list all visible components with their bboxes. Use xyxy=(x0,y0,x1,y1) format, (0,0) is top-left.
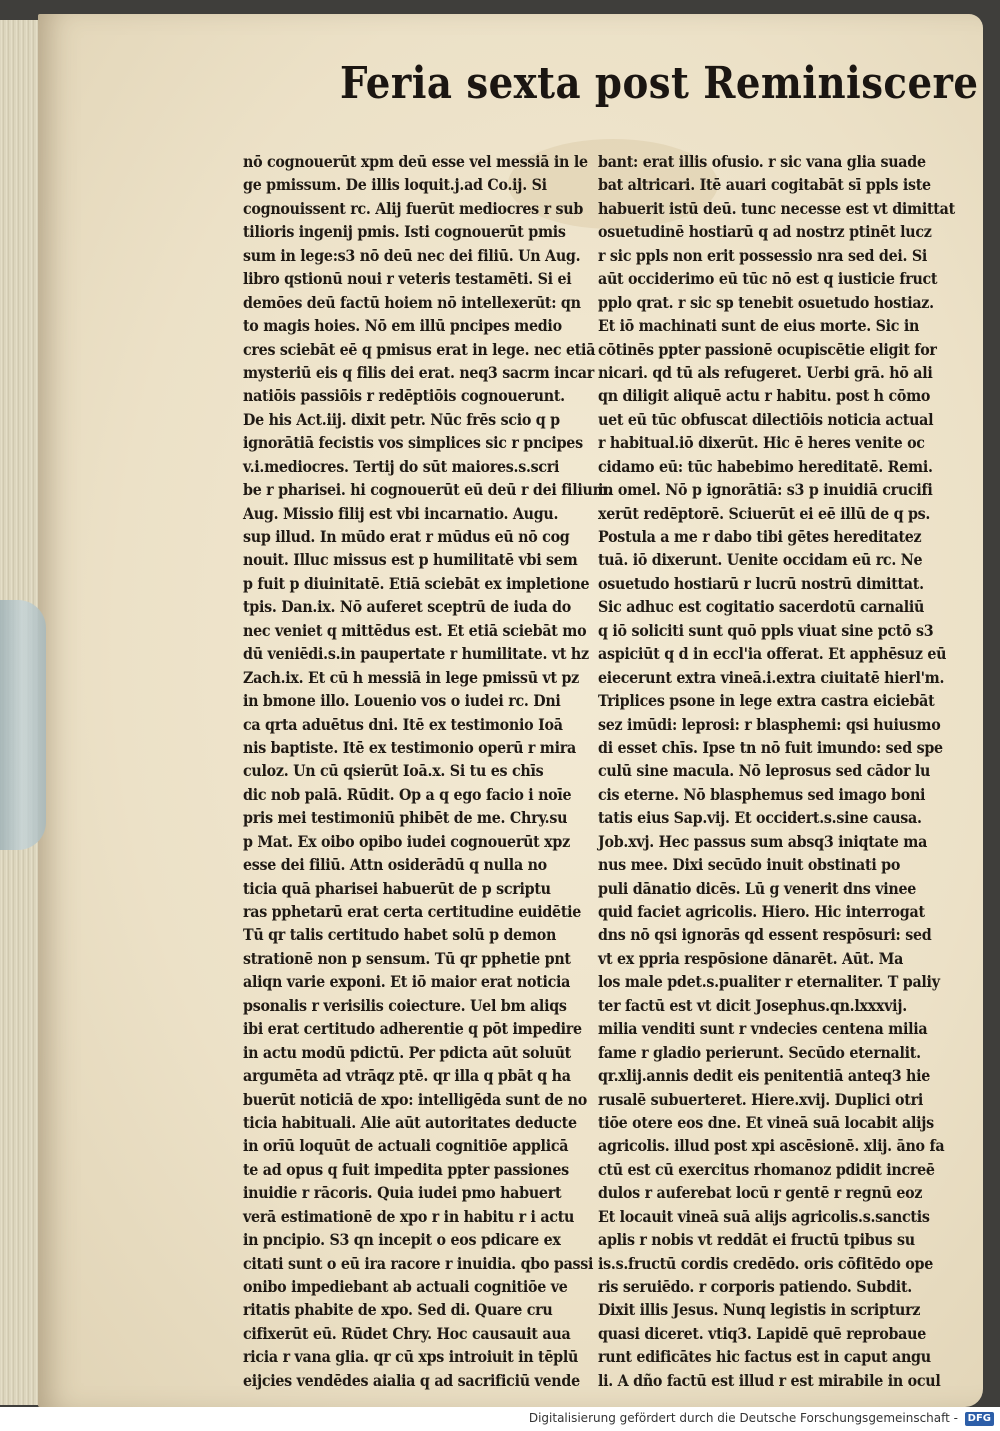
text-line: bant: erat illis ofusio. r sic vana glia suade xyxy=(598,152,926,171)
text-line: culoz. Un cū qsierūt Ioā.x. Si tu es chīs xyxy=(243,761,544,781)
text-line: osuetudinē hostiarū q ad nostrz ptinēt lucz xyxy=(598,222,932,242)
text-line: to magis hoies. Nō em illū pncipes medio xyxy=(243,316,562,336)
text-line: bat altricari. Itē auari cogitabāt sī ppls iste xyxy=(598,175,931,195)
text-line: buerūt noticiā de xpo: intelligēda sunt de no xyxy=(243,1089,587,1109)
text-line: xerūt redēptorē. Sciuerūt ei eē illū de q ps. xyxy=(598,503,931,523)
text-line: ge pmissum. De illis loquit.j.ad Co.ij. Si xyxy=(243,175,547,195)
text-line: dic nob palā. Rūdit. Op a q ego facio i noīe xyxy=(243,784,572,804)
text-line: ritatis phabite de xpo. Sed di. Quare cru xyxy=(243,1300,553,1320)
text-line: De his Act.iij. dixit petr. Nūc frēs scio q p xyxy=(243,409,560,429)
text-line: Zach.ix. Et cū h messiā in lege pmissū vt pz xyxy=(243,667,580,687)
text-line: cidamo eū: tūc habebimo hereditatē. Remi. xyxy=(598,456,933,476)
text-line: tiōe otere eos dne. Et vineā suā locabit alijs xyxy=(598,1112,934,1132)
text-line: aūt occiderimo eū tūc nō est q iusticie fruct xyxy=(598,269,938,289)
text-line: culū sine macula. Nō leprosus sed cādor lu xyxy=(598,761,931,781)
text-line: aspiciūt q d in eccl'ia offerat. Et apphēsuz eū xyxy=(598,644,947,664)
text-line: ibi erat certitudo adherentie q pōt impedire xyxy=(243,1019,582,1039)
text-line: nō cognouerūt xpm deū esse vel messiā in le xyxy=(243,152,588,171)
text-line: in bmone illo. Louenio vos o iudei rc. Dni xyxy=(243,691,561,711)
text-line: tilioris ingenij pmis. Isti cognouerūt pmis xyxy=(243,222,566,242)
text-line: Postula a me r dabo tibi gētes hereditatez xyxy=(598,527,922,546)
text-line: nec veniet q mittēdus est. Et etiā sciebāt mo xyxy=(243,620,587,640)
text-line: te ad opus q fuit impedita ppter passiones xyxy=(243,1159,569,1179)
text-line: quid faciet agricolis. Hiero. Hic interrogat xyxy=(598,902,925,921)
text-line: aliqn varie exponi. Et iō maior erat noticia xyxy=(243,972,571,992)
footer-bar xyxy=(0,1407,1000,1431)
text-line: di esset chīs. Ipse tn nō fuit imundo: sed spe xyxy=(598,737,943,757)
text-line: cres sciebāt eē q pmisus erat in lege. nec etiā xyxy=(243,339,596,359)
text-column-right xyxy=(598,150,955,1392)
text-line: osuetudo hostiarū r lucrū nostrū dimittat. xyxy=(598,573,924,593)
text-line: in actu modū pdictū. Per pdicta aūt soluūt xyxy=(243,1042,571,1062)
text-line: argumēta ad vtrāqz ptē. qr illa q pbāt q ha xyxy=(243,1066,571,1086)
running-title: Feria sexta post Reminiscere xyxy=(340,58,979,109)
text-line: Et locauit vineā suā alijs agricolis.s.sanctis xyxy=(598,1206,930,1226)
text-line: tatis eius Sap.vij. Et occidert.s.sine causa. xyxy=(598,808,922,828)
text-line: tpis. Dan.ix. Nō auferet sceptrū de iuda do xyxy=(243,597,571,617)
text-line: pris mei testimoniū phibēt de me. Chry.su xyxy=(243,808,568,828)
text-line: cognouissent rc. Alij fuerūt mediocres r sub xyxy=(243,198,584,218)
text-line: inuidie r rācoris. Quia iudei pmo habuert xyxy=(243,1183,562,1203)
text-line: pplo qrat. r sic sp tenebit osuetudo hostiaz. xyxy=(598,292,934,312)
text-line: ticia quā pharisei habuerūt de p scriptu xyxy=(243,878,551,898)
text-line: qr.xlij.annis dedit eis penitentiā anteq3 hie xyxy=(598,1066,931,1086)
text-line: be r pharisei. hi cognouerūt eū deū r dei filium. xyxy=(243,480,613,500)
text-line: esse dei filiū. Attn osiderādū q nulla no xyxy=(243,855,547,875)
text-line: in omel. Nō p ignorātiā: s3 p inuidiā crucifi xyxy=(598,480,933,500)
text-line: ricia r vana glia. qr cū xps introiuit in tēplū xyxy=(243,1347,579,1367)
text-line: Triplices psone in lege extra castra eiciebāt xyxy=(598,691,935,711)
text-line: Job.xvj. Hec passus sum absq3 iniqtate ma xyxy=(598,831,928,851)
text-line: Tū qr talis certitudo habet solū p demon xyxy=(243,925,557,945)
dfg-logo-icon: DFG xyxy=(965,1412,994,1426)
text-line: strationē non p sensum. Tū qr pphetie pnt xyxy=(243,948,571,968)
text-line: uet eū tūc obfuscat dilectiōis noticia actual xyxy=(598,409,934,429)
text-line: in orīū loquūt de actuali cognitiōe applicā xyxy=(243,1136,569,1156)
text-line: sup illud. In mūdo erat r mūdus eū nō cog xyxy=(243,527,570,546)
text-line: quasi diceret. vtiq3. Lapidē quē reprobaue xyxy=(598,1323,927,1343)
text-line: Aug. Missio filij est vbi incarnatio. Augu. xyxy=(243,503,559,523)
text-line: nus mee. Dixi secūdo inuit obstinati po xyxy=(598,855,901,875)
text-line: aplis r nobis vt reddāt ei fructū tpibus su xyxy=(598,1230,915,1250)
text-line: r habitual.iō dixerūt. Hic ē heres venite oc xyxy=(598,433,925,453)
text-line: q iō soliciti sunt quō ppls viuat sine pctō s3 xyxy=(598,620,934,640)
text-line: onibo impediebant ab actuali cognitiōe ve xyxy=(243,1277,568,1296)
text-line: cōtinēs ppter passionē ocupiscētie eligit for xyxy=(598,339,937,359)
text-line: mysteriū eis q filis dei erat. neq3 sacrm incar xyxy=(243,362,594,382)
text-line: nicari. qd tū als refugeret. Uerbi grā. hō ali xyxy=(598,362,933,382)
text-line: dns nō qsi ignorās qd essent respōsuri: sed xyxy=(598,925,932,945)
text-line: ticia habituali. Alie aūt autoritates deducte xyxy=(243,1112,577,1132)
text-line: ca qrta aduētus dni. Itē ex testimonio Ioā xyxy=(243,714,563,734)
text-line: dulos r auferebat locū r gentē r regnū eoz xyxy=(598,1183,923,1203)
text-line: Et iō machinati sunt de eius morte. Sic in xyxy=(598,316,920,336)
text-line: puli dānatio dicēs. Lū g venerit dns vinee xyxy=(598,878,917,898)
text-line: fame r gladio perierunt. Secūdo eternalit. xyxy=(598,1042,921,1062)
text-line: verā estimationē de xpo r in habitu r i actu xyxy=(243,1206,575,1226)
text-line: eijcies vendēdes aialia q ad sacrificiū vende xyxy=(243,1370,580,1390)
text-line: eiecerunt extra vineā.i.extra ciuitatē hierl'm. xyxy=(598,667,945,687)
text-line: demōes deū factū hoiem nō intellexerūt: qn xyxy=(243,292,581,312)
text-line: citati sunt o eū ira racore r inuidia. qbo passi xyxy=(243,1253,594,1273)
text-line: p Mat. Ex oibo opibo iudei cognouerūt xpz xyxy=(243,831,570,851)
text-line: rusalē subuerteret. Hiere.xvij. Duplici otri xyxy=(598,1089,923,1109)
text-line: runt edificātes hic factus est in caput angu xyxy=(598,1347,931,1367)
text-line: natiōis passiōis r redēptiōis cognouerunt. xyxy=(243,386,565,406)
text-line: nis baptiste. Itē ex testimonio operū r mira xyxy=(243,737,576,757)
text-line: ignorātiā fecistis vos simplices sic r pncipes xyxy=(243,433,583,453)
text-line: p fuit p diuinitatē. Etiā sciebāt ex impletione xyxy=(243,573,590,593)
text-line: cis eterne. Nō blasphemus sed imago boni xyxy=(598,784,926,804)
text-line: v.i.mediocres. Tertij do sūt maiores.s.scri xyxy=(243,456,560,476)
text-line: los male pdet.s.pualiter r eternaliter. T paliy xyxy=(598,972,940,992)
text-line: tuā. iō dixerunt. Uenite occidam eū rc. Ne xyxy=(598,550,923,570)
text-line: cifixerūt eū. Rūdet Chry. Hoc causauit aua xyxy=(243,1323,571,1343)
page-clip xyxy=(0,600,46,850)
footer-credit: Digitalisierung gefördert durch die Deutsche Forschungsgemeinschaft - xyxy=(528,1411,958,1425)
text-line: habuerit istū deū. tunc necesse est vt dimittat xyxy=(598,198,955,218)
text-line: ctū est cū exercitus rhomanoz pdidit increē xyxy=(598,1159,935,1179)
text-line: ris seruiēdo. r corporis patiendo. Subdit. xyxy=(598,1277,912,1296)
text-line: milia venditi sunt r vndecies centena milia xyxy=(598,1019,928,1039)
text-line: vt ex ppria respōsione dānarēt. Aūt. Ma xyxy=(598,948,904,968)
text-column-left xyxy=(243,150,613,1392)
text-line: ter factū est vt dicit Josephus.qn.lxxxvij. xyxy=(598,995,907,1015)
text-line: nouit. Illuc missus est p humilitatē vbi sem xyxy=(243,550,578,570)
text-line: qn diligit aliquē actu r habitu. post h cōmo xyxy=(598,386,931,406)
text-line: agricolis. illud post xpi ascēsionē. xlij. āno fa xyxy=(598,1136,945,1156)
text-line: li. A dño factū est illud r est mirabile in ocul xyxy=(598,1370,941,1390)
text-line: sum in lege:s3 nō deū nec dei filiū. Un Aug. xyxy=(243,245,581,265)
text-line: libro qstionū noui r veteris testamēti. Si ei xyxy=(243,269,572,289)
text-line: sez imūdi: leprosi: r blasphemi: qsi huiusmo xyxy=(598,714,941,734)
text-line: is.s.fructū cordis credēdo. oris cōfitēdo ope xyxy=(598,1253,934,1273)
text-line: Dixit illis Jesus. Nunq legistis in scripturz xyxy=(598,1300,921,1320)
text-line: Sic adhuc est cogitatio sacerdotū carnaliū xyxy=(598,597,925,617)
text-line: r sic ppls non erit possessio nra sed dei. Si xyxy=(598,245,928,265)
text-line: dū veniēdi.s.in paupertate r humilitate. vt hz xyxy=(243,644,589,664)
text-line: in pncipio. S3 qn incepit o eos pdicare ex xyxy=(243,1230,561,1250)
text-line: psonalis r verisilis coiecture. Uel bm aliqs xyxy=(243,995,567,1015)
text-line: ras pphetarū erat certa certitudine euidētie xyxy=(243,902,582,921)
